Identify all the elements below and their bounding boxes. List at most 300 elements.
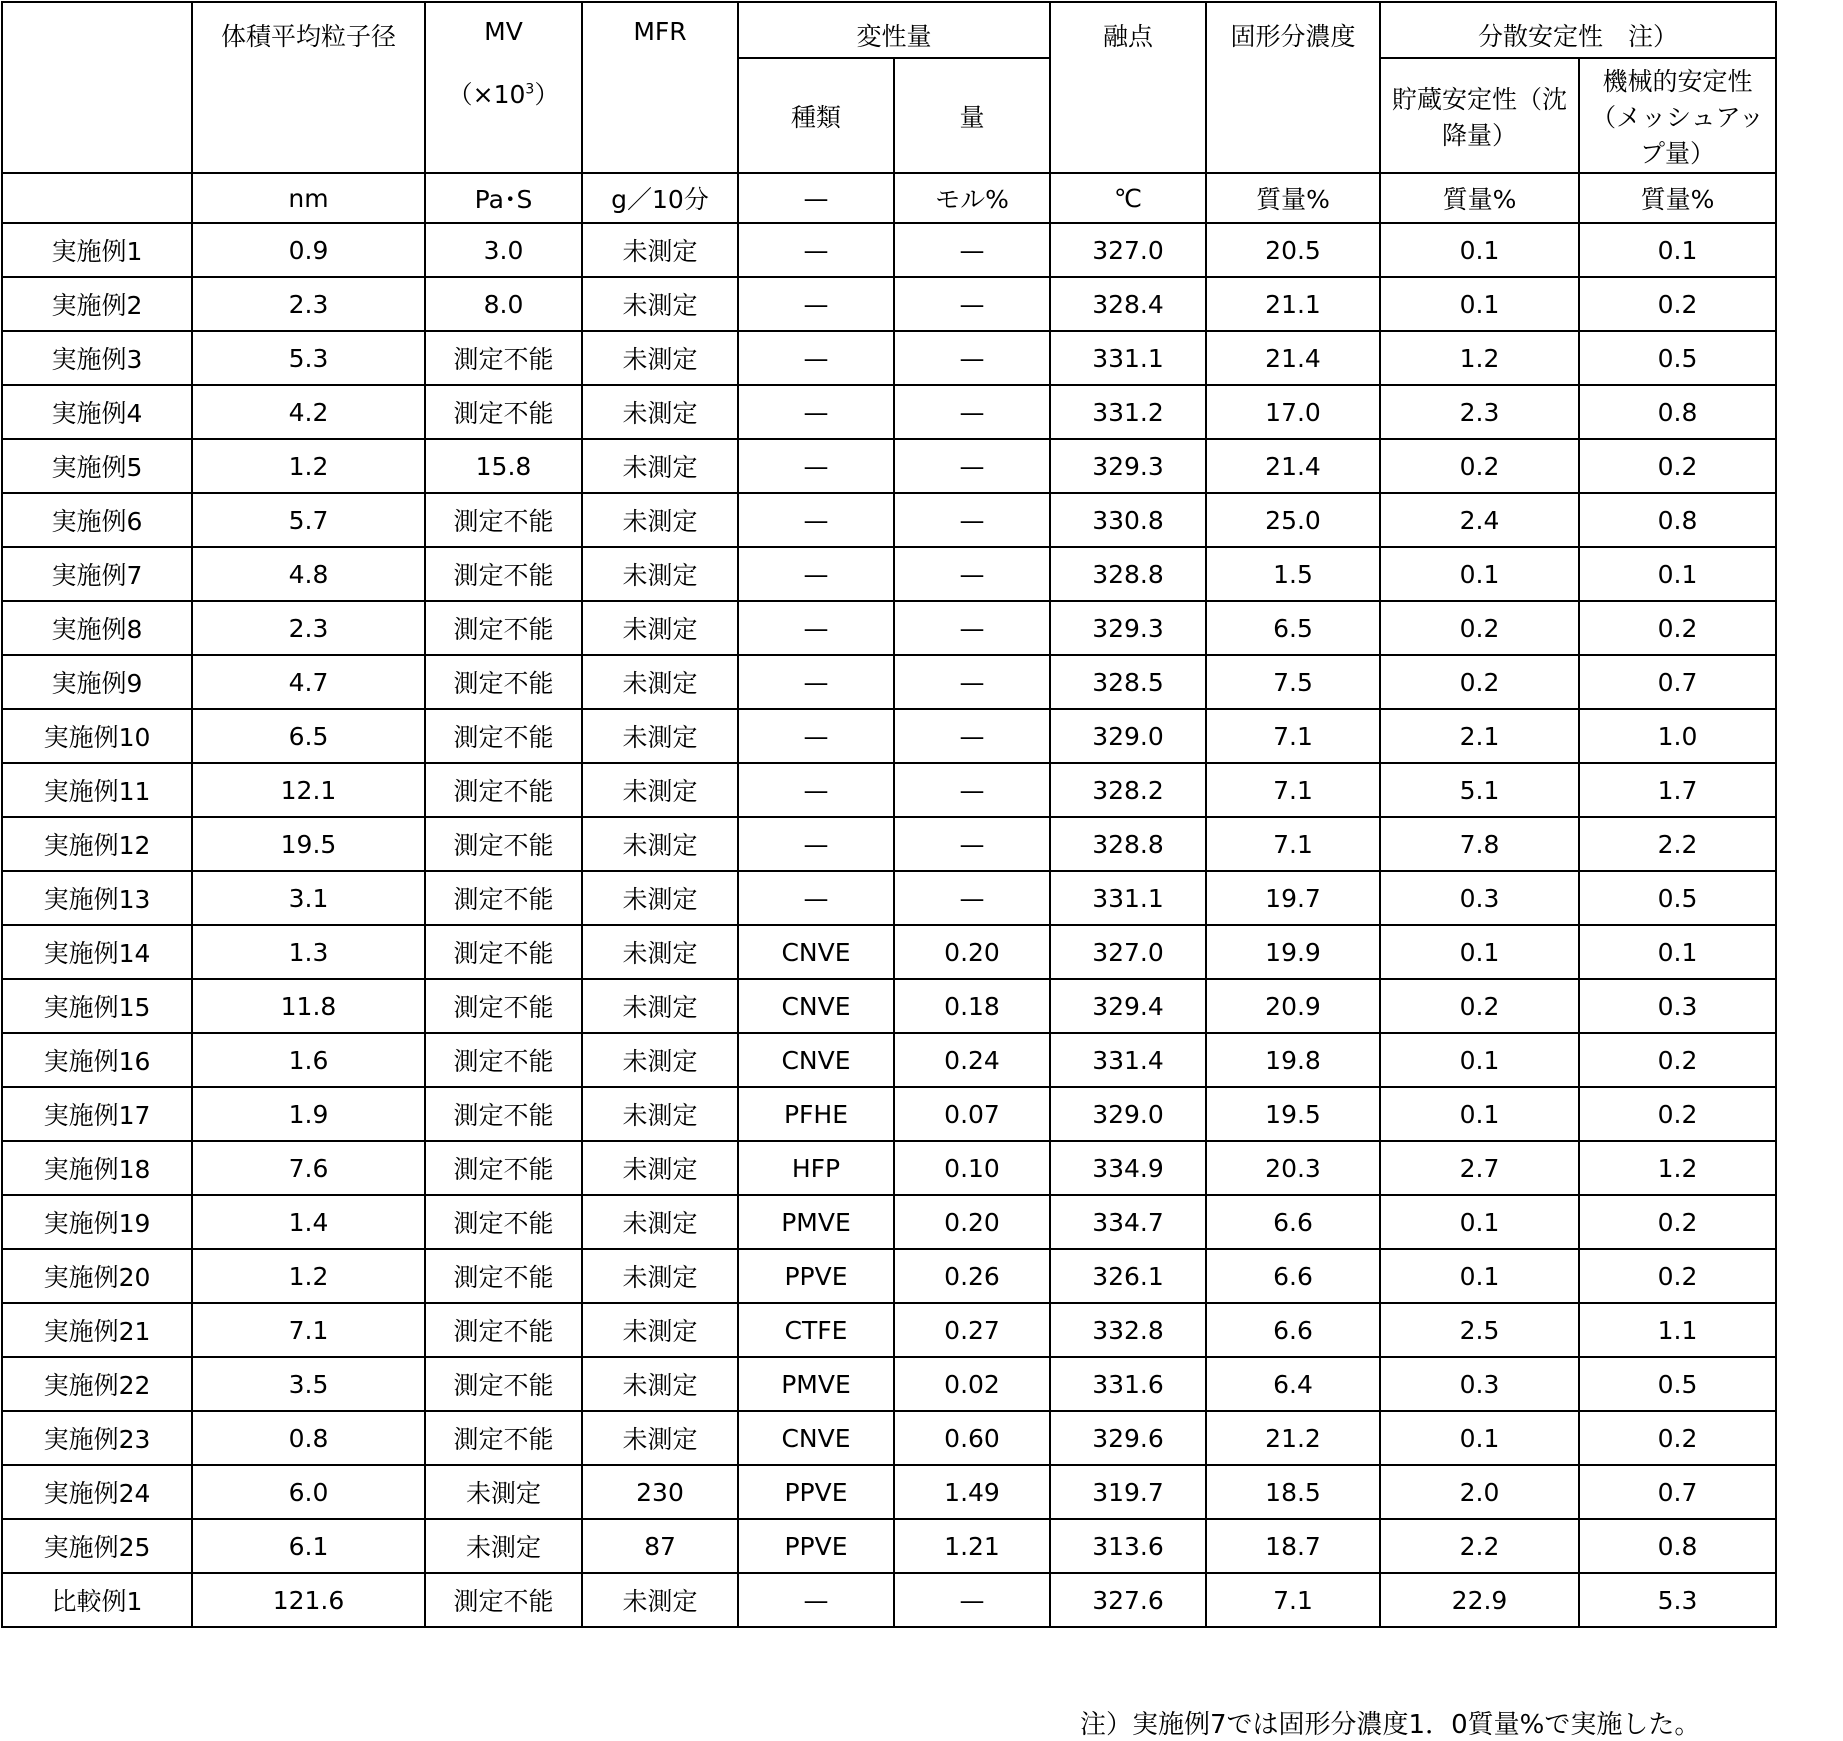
table-cell: 1.0 (1579, 709, 1776, 763)
table-row (2, 493, 1776, 547)
table-cell: 3.5 (192, 1357, 425, 1411)
table-cell: 331.2 (1050, 385, 1206, 439)
table-row (2, 277, 1776, 331)
table-cell: 8.0 (425, 277, 582, 331)
table-cell: 測定不能 (425, 331, 582, 385)
table-cell: — (738, 277, 894, 331)
table-cell: 7.1 (1206, 709, 1380, 763)
table-cell: 1.2 (1380, 331, 1579, 385)
table-row (2, 925, 1776, 979)
table-cell: 測定不能 (425, 601, 582, 655)
table-row (2, 331, 1776, 385)
table-cell: 0.8 (1579, 493, 1776, 547)
row-label: 実施例21 (2, 1303, 192, 1357)
table-row (2, 1519, 1776, 1573)
table-row (2, 1249, 1776, 1303)
table-cell: 未測定 (582, 979, 738, 1033)
row-label: 実施例2 (2, 277, 192, 331)
table-cell: 未測定 (582, 331, 738, 385)
table-cell: 0.2 (1380, 439, 1579, 493)
table-cell: 19.7 (1206, 871, 1380, 925)
table-cell: 332.8 (1050, 1303, 1206, 1357)
table-cell: 87 (582, 1519, 738, 1573)
row-label: 実施例16 (2, 1033, 192, 1087)
table-cell: 未測定 (582, 1357, 738, 1411)
table-cell: 6.1 (192, 1519, 425, 1573)
table-cell: 未測定 (582, 925, 738, 979)
table-cell: — (738, 871, 894, 925)
table-cell: 未測定 (582, 1249, 738, 1303)
mv-sub: （×10 (448, 80, 526, 109)
table-cell: 未測定 (582, 277, 738, 331)
table-cell: 327.0 (1050, 223, 1206, 277)
header-mod-amount: 量 (894, 58, 1050, 173)
row-label: 実施例1 (2, 223, 192, 277)
table-cell: — (894, 223, 1050, 277)
table-cell: 測定不能 (425, 1249, 582, 1303)
table-cell: — (894, 277, 1050, 331)
table-cell: 1.1 (1579, 1303, 1776, 1357)
table-cell: 1.49 (894, 1465, 1050, 1519)
table-cell: 未測定 (582, 1087, 738, 1141)
table-cell: — (894, 1573, 1050, 1627)
row-label: 実施例3 (2, 331, 192, 385)
table-cell: 2.4 (1380, 493, 1579, 547)
table-cell: 0.24 (894, 1033, 1050, 1087)
table-cell: — (738, 1573, 894, 1627)
table-row (2, 655, 1776, 709)
mv-exp: 3 (525, 82, 534, 98)
table-cell: 18.5 (1206, 1465, 1380, 1519)
table-row (2, 817, 1776, 871)
row-label: 実施例15 (2, 979, 192, 1033)
table-cell: 1.2 (192, 439, 425, 493)
row-label: 実施例13 (2, 871, 192, 925)
unit-cell: ℃ (1050, 173, 1206, 223)
table-cell: CTFE (738, 1303, 894, 1357)
footnote: 注）実施例7では固形分濃度1．0質量%で実施した。 (1080, 1704, 1700, 1741)
table-cell: 0.1 (1380, 277, 1579, 331)
table-cell: 21.2 (1206, 1411, 1380, 1465)
table-cell: 測定不能 (425, 1195, 582, 1249)
table-cell: 0.2 (1579, 1195, 1776, 1249)
table-cell: 328.5 (1050, 655, 1206, 709)
results-table (1, 1, 1777, 1628)
table-cell: 0.1 (1380, 925, 1579, 979)
table-cell: 3.0 (425, 223, 582, 277)
table-cell: — (894, 655, 1050, 709)
table-cell: 測定不能 (425, 385, 582, 439)
table-row (2, 1411, 1776, 1465)
row-label: 実施例5 (2, 439, 192, 493)
table-cell: 6.6 (1206, 1195, 1380, 1249)
table-cell: 2.3 (192, 601, 425, 655)
table-cell: 2.3 (192, 277, 425, 331)
table-cell: 未測定 (582, 223, 738, 277)
units-row (2, 173, 1776, 223)
table-cell: 未測定 (582, 1141, 738, 1195)
table-row (2, 223, 1776, 277)
table-cell: 4.2 (192, 385, 425, 439)
table-cell: 0.2 (1380, 979, 1579, 1033)
table-cell: CNVE (738, 979, 894, 1033)
row-label: 実施例8 (2, 601, 192, 655)
table-cell: 測定不能 (425, 1033, 582, 1087)
table-cell: — (738, 331, 894, 385)
table-cell: 未測定 (582, 1033, 738, 1087)
table-cell: 2.2 (1579, 817, 1776, 871)
row-label: 実施例22 (2, 1357, 192, 1411)
row-label: 実施例19 (2, 1195, 192, 1249)
header-mfr: MFR (582, 2, 738, 173)
table-cell: 21.4 (1206, 331, 1380, 385)
table-cell: 6.4 (1206, 1357, 1380, 1411)
table-cell: 0.02 (894, 1357, 1050, 1411)
table-cell: — (894, 493, 1050, 547)
table-cell: 331.1 (1050, 871, 1206, 925)
row-label: 実施例7 (2, 547, 192, 601)
table-cell: 測定不能 (425, 709, 582, 763)
table-cell: 2.1 (1380, 709, 1579, 763)
table-cell: 0.3 (1380, 871, 1579, 925)
table-cell: 4.7 (192, 655, 425, 709)
table-cell: 未測定 (582, 817, 738, 871)
table-cell: 329.3 (1050, 601, 1206, 655)
table-row (2, 1303, 1776, 1357)
table-cell: 0.8 (192, 1411, 425, 1465)
table-cell: 3.1 (192, 871, 425, 925)
table-cell: 19.5 (192, 817, 425, 871)
table-cell: CNVE (738, 925, 894, 979)
table-cell: PMVE (738, 1357, 894, 1411)
table-cell: — (894, 709, 1050, 763)
table-cell: 0.1 (1380, 1249, 1579, 1303)
table-cell: CNVE (738, 1411, 894, 1465)
table-cell: 327.0 (1050, 925, 1206, 979)
table-cell: 1.7 (1579, 763, 1776, 817)
table-cell: 0.18 (894, 979, 1050, 1033)
table-cell: — (738, 223, 894, 277)
row-label: 実施例11 (2, 763, 192, 817)
table-cell: — (894, 385, 1050, 439)
table-cell: 0.2 (1579, 1087, 1776, 1141)
table-row (2, 1573, 1776, 1627)
header-mechanical: 機械的安定性（メッシュアップ量） (1579, 58, 1776, 173)
row-label: 実施例9 (2, 655, 192, 709)
table-cell: 4.8 (192, 547, 425, 601)
table-cell: 1.3 (192, 925, 425, 979)
table-cell: — (738, 439, 894, 493)
table-cell: 15.8 (425, 439, 582, 493)
table-row (2, 601, 1776, 655)
header-modification: 変性量 (738, 2, 1050, 58)
table-cell: 328.4 (1050, 277, 1206, 331)
table-cell: 313.6 (1050, 1519, 1206, 1573)
table-cell: 0.1 (1380, 1087, 1579, 1141)
table-row (2, 439, 1776, 493)
table-cell: — (894, 817, 1050, 871)
table-cell: 2.5 (1380, 1303, 1579, 1357)
header-mv (425, 2, 582, 173)
table-cell: 11.8 (192, 979, 425, 1033)
table-cell: 5.1 (1380, 763, 1579, 817)
table-cell: 未測定 (582, 871, 738, 925)
table-cell: 121.6 (192, 1573, 425, 1627)
table-cell: 2.0 (1380, 1465, 1579, 1519)
table-cell: PFHE (738, 1087, 894, 1141)
table-cell: — (738, 763, 894, 817)
table-cell: 1.4 (192, 1195, 425, 1249)
table-row (2, 1033, 1776, 1087)
table-cell: 328.2 (1050, 763, 1206, 817)
table-row (2, 1357, 1776, 1411)
table-cell: PPVE (738, 1465, 894, 1519)
table-cell: 2.3 (1380, 385, 1579, 439)
table-cell: 12.1 (192, 763, 425, 817)
table-cell: 1.2 (192, 1249, 425, 1303)
table-cell: 6.0 (192, 1465, 425, 1519)
table-cell: 25.0 (1206, 493, 1380, 547)
table-cell: — (894, 439, 1050, 493)
table-cell: 230 (582, 1465, 738, 1519)
table-cell: 測定不能 (425, 979, 582, 1033)
table-cell: 6.6 (1206, 1303, 1380, 1357)
header-melting-point: 融点 (1050, 2, 1206, 173)
table-cell: 0.2 (1380, 655, 1579, 709)
table-cell: 未測定 (582, 547, 738, 601)
table-cell: — (738, 493, 894, 547)
table-cell: — (894, 547, 1050, 601)
table-cell: 0.1 (1579, 925, 1776, 979)
table-cell: 0.07 (894, 1087, 1050, 1141)
table-cell: 未測定 (582, 1573, 738, 1627)
table-cell: 7.8 (1380, 817, 1579, 871)
table-cell: — (738, 655, 894, 709)
row-label: 実施例23 (2, 1411, 192, 1465)
unit-cell (2, 173, 192, 223)
table-row (2, 1141, 1776, 1195)
table-cell: 334.9 (1050, 1141, 1206, 1195)
table-cell: 0.2 (1579, 439, 1776, 493)
table-cell: 17.0 (1206, 385, 1380, 439)
table-cell: 19.5 (1206, 1087, 1380, 1141)
table-cell: 18.7 (1206, 1519, 1380, 1573)
table-cell: 6.5 (1206, 601, 1380, 655)
table-cell: 330.8 (1050, 493, 1206, 547)
table-cell: 19.9 (1206, 925, 1380, 979)
table-cell: PPVE (738, 1519, 894, 1573)
table-row (2, 1195, 1776, 1249)
table-cell: — (894, 601, 1050, 655)
table-cell: 5.3 (192, 331, 425, 385)
table-cell: CNVE (738, 1033, 894, 1087)
table-cell: HFP (738, 1141, 894, 1195)
table-cell: 未測定 (582, 439, 738, 493)
table-cell: 0.1 (1380, 1033, 1579, 1087)
table-cell: 未測定 (582, 601, 738, 655)
table-row (2, 709, 1776, 763)
table-cell: 328.8 (1050, 817, 1206, 871)
table-row (2, 385, 1776, 439)
table-cell: 7.1 (192, 1303, 425, 1357)
table-cell: 0.2 (1579, 1033, 1776, 1087)
unit-cell: 質量% (1206, 173, 1380, 223)
table-row (2, 1087, 1776, 1141)
row-label: 実施例17 (2, 1087, 192, 1141)
table-cell: 0.5 (1579, 331, 1776, 385)
table-cell: 20.3 (1206, 1141, 1380, 1195)
table-cell: 0.1 (1380, 1195, 1579, 1249)
table-cell: 1.9 (192, 1087, 425, 1141)
table-cell: 329.0 (1050, 709, 1206, 763)
unit-cell: 質量% (1380, 173, 1579, 223)
table-cell: 0.20 (894, 1195, 1050, 1249)
table-cell: 測定不能 (425, 1087, 582, 1141)
table-cell: 331.6 (1050, 1357, 1206, 1411)
table-cell: 測定不能 (425, 1357, 582, 1411)
table-cell: 0.7 (1579, 1465, 1776, 1519)
table-cell: 7.5 (1206, 655, 1380, 709)
row-label: 実施例10 (2, 709, 192, 763)
table-cell: 6.5 (192, 709, 425, 763)
table-cell: 測定不能 (425, 1141, 582, 1195)
unit-cell: モル% (894, 173, 1050, 223)
unit-cell: 質量% (1579, 173, 1776, 223)
table-cell: 328.8 (1050, 547, 1206, 601)
header-stability: 分散安定性 注） (1380, 2, 1776, 58)
table-cell: 0.3 (1380, 1357, 1579, 1411)
table-cell: 19.8 (1206, 1033, 1380, 1087)
table-cell: — (738, 817, 894, 871)
unit-cell: g／10分 (582, 173, 738, 223)
table-cell: 0.10 (894, 1141, 1050, 1195)
table-cell: 319.7 (1050, 1465, 1206, 1519)
table-cell: 0.1 (1380, 547, 1579, 601)
table-cell: PPVE (738, 1249, 894, 1303)
table-cell: 未測定 (582, 709, 738, 763)
table-cell: 1.21 (894, 1519, 1050, 1573)
table-cell: 6.6 (1206, 1249, 1380, 1303)
table-row (2, 547, 1776, 601)
table-cell: 0.27 (894, 1303, 1050, 1357)
corner-cell (2, 2, 192, 173)
table-cell: — (738, 601, 894, 655)
table-cell: 0.9 (192, 223, 425, 277)
table-cell: 20.9 (1206, 979, 1380, 1033)
table-cell: 0.2 (1579, 601, 1776, 655)
table-cell: — (738, 709, 894, 763)
table-row (2, 1465, 1776, 1519)
table-cell: 未測定 (582, 655, 738, 709)
table-cell: 0.2 (1579, 277, 1776, 331)
table-cell: 326.1 (1050, 1249, 1206, 1303)
table-cell: 0.2 (1380, 601, 1579, 655)
table-cell: 未測定 (582, 1411, 738, 1465)
table-cell: 0.5 (1579, 1357, 1776, 1411)
table-cell: 0.8 (1579, 385, 1776, 439)
table-cell: 1.6 (192, 1033, 425, 1087)
table-row (2, 871, 1776, 925)
table-cell: 0.7 (1579, 655, 1776, 709)
table-cell: 測定不能 (425, 763, 582, 817)
unit-cell: Pa･S (425, 173, 582, 223)
row-label: 実施例24 (2, 1465, 192, 1519)
table-cell: 0.26 (894, 1249, 1050, 1303)
table-cell: 未測定 (582, 385, 738, 439)
table-cell: 5.3 (1579, 1573, 1776, 1627)
table-cell: 327.6 (1050, 1573, 1206, 1627)
table-cell: 0.20 (894, 925, 1050, 979)
table-cell: 21.4 (1206, 439, 1380, 493)
table-cell: 21.1 (1206, 277, 1380, 331)
table-cell: 未測定 (582, 1195, 738, 1249)
table-cell: 測定不能 (425, 817, 582, 871)
table-cell: 未測定 (582, 1303, 738, 1357)
table-cell: 334.7 (1050, 1195, 1206, 1249)
table-cell: 測定不能 (425, 1573, 582, 1627)
table-cell: 未測定 (582, 493, 738, 547)
table-cell: 1.2 (1579, 1141, 1776, 1195)
table-cell: 5.7 (192, 493, 425, 547)
table-cell: 0.5 (1579, 871, 1776, 925)
table-cell: 329.4 (1050, 979, 1206, 1033)
table-row (2, 763, 1776, 817)
table-cell: — (738, 385, 894, 439)
table-cell: PMVE (738, 1195, 894, 1249)
row-label: 実施例14 (2, 925, 192, 979)
table-cell: 測定不能 (425, 925, 582, 979)
table-cell: 331.1 (1050, 331, 1206, 385)
table-cell: 測定不能 (425, 547, 582, 601)
header-solid-content: 固形分濃度 (1206, 2, 1380, 173)
table-cell: 未測定 (425, 1465, 582, 1519)
table-cell: 0.1 (1579, 223, 1776, 277)
row-label: 実施例25 (2, 1519, 192, 1573)
row-label: 実施例20 (2, 1249, 192, 1303)
table-cell: 329.0 (1050, 1087, 1206, 1141)
table-cell: 0.1 (1579, 547, 1776, 601)
table-cell: — (738, 547, 894, 601)
unit-cell: nm (192, 173, 425, 223)
table-cell: 7.1 (1206, 817, 1380, 871)
table-cell: 329.3 (1050, 439, 1206, 493)
table-cell: 0.2 (1579, 1411, 1776, 1465)
table-cell: 7.1 (1206, 1573, 1380, 1627)
table-cell: 測定不能 (425, 493, 582, 547)
row-label: 実施例6 (2, 493, 192, 547)
table-cell: 測定不能 (425, 1303, 582, 1357)
table-cell: 0.3 (1579, 979, 1776, 1033)
table-row (2, 979, 1776, 1033)
table-cell: 0.1 (1380, 1411, 1579, 1465)
table-cell: 1.5 (1206, 547, 1380, 601)
table-cell: 0.8 (1579, 1519, 1776, 1573)
header-mod-type: 種類 (738, 58, 894, 173)
row-label: 実施例4 (2, 385, 192, 439)
row-label: 実施例12 (2, 817, 192, 871)
table-cell: 22.9 (1380, 1573, 1579, 1627)
mv-label: MV (484, 17, 523, 46)
header-particle: 体積平均粒子径 (192, 2, 425, 173)
table-cell: 329.6 (1050, 1411, 1206, 1465)
table-cell: 2.2 (1380, 1519, 1579, 1573)
table-cell: — (894, 763, 1050, 817)
header-storage: 貯蔵安定性（沈降量） (1380, 58, 1579, 173)
table-cell: 測定不能 (425, 871, 582, 925)
table-cell: 0.60 (894, 1411, 1050, 1465)
table-cell: 2.7 (1380, 1141, 1579, 1195)
table-cell: 未測定 (425, 1519, 582, 1573)
